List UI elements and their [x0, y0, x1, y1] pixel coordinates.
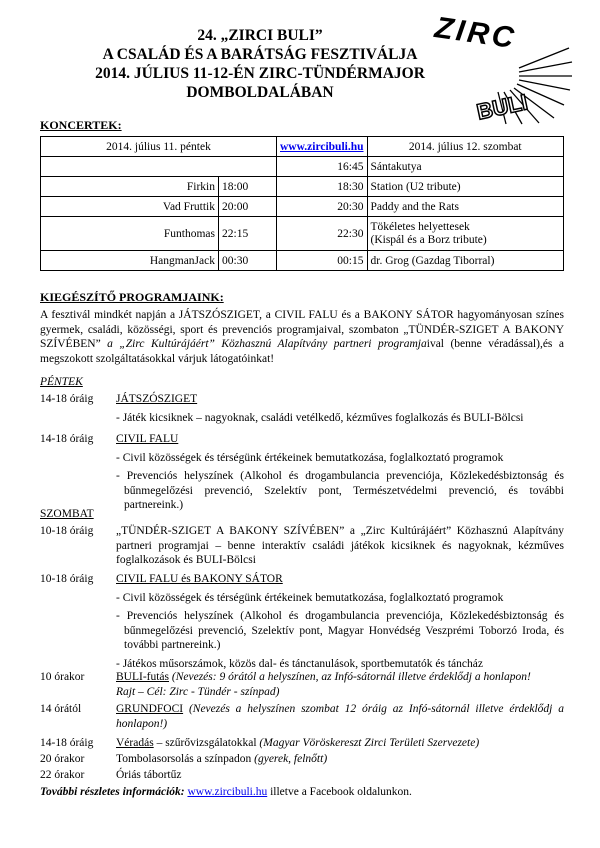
right-name	[367, 217, 564, 251]
program-item: - Prevenciós helyszínek (Alkohol és drogambulancia prevenciója, Közlekedésbiztonság és bűnmegelőzési prevenció, Szelektív pont, Magyar Honvédség Veszprémi Toborzó Iroda, és további partnereink.)	[116, 610, 564, 652]
logo-top-text: ZIRC	[432, 11, 519, 56]
time: 10 órakor	[40, 671, 85, 683]
table-row	[41, 197, 564, 217]
program-item: - Civil közösségek és térségünk értékeinek bemutatkozása, foglalkoztató programok	[116, 591, 504, 604]
saturday-label: SZOMBAT	[40, 508, 94, 520]
program-item: - Prevenciós helyszínek (Alkohol és drogambulancia prevenciója, Közlekedésbiztonság és bűnmegelőzési prevenció, Szelektív pont, Természetvédelmi prevenció, és további partnereink.)	[116, 470, 564, 512]
left-time: 00:30	[219, 251, 277, 271]
intro-text-2: a „Zirc Kultúrájáért” Közhasznú Alapítvány partneri programja	[100, 338, 427, 351]
title-block	[50, 26, 470, 102]
body	[116, 702, 564, 731]
program-text: Tombolasorsolás a színpadon	[116, 753, 255, 765]
body	[116, 736, 564, 751]
table-row	[41, 157, 564, 177]
program-title: Véradás	[116, 737, 154, 749]
table-row	[41, 251, 564, 271]
right-time: 16:45	[277, 157, 368, 177]
saturday-date: 2014. július 12. szombat	[367, 137, 564, 157]
zirc-buli-logo	[424, 10, 574, 125]
body	[116, 392, 564, 425]
footer-text: illetve a Facebook oldalunkon.	[267, 786, 412, 798]
friday-date: 2014. július 11. péntek	[41, 137, 277, 157]
program-title: GRUNDFOCI	[116, 703, 184, 715]
program-title: JÁTSZÓSZIGET	[116, 393, 198, 405]
right-name: Sántakutya	[367, 157, 564, 177]
title-line-2: A CSALÁD ÉS A BARÁTSÁG FESZTIVÁLJA	[102, 46, 418, 63]
program-note: (Magyar Vöröskereszt Zirci Területi Szervezete)	[259, 737, 480, 749]
footer	[40, 786, 564, 798]
program-note: (Nevezés a helyszínen szombat 12 óráig az Infó-sátornál illetve érdeklődj a honlapon!)	[116, 703, 564, 730]
right-name-line-1: Tökéletes helyettesek	[370, 220, 470, 233]
body: „TÜNDÉR-SZIGET A BAKONY SZÍVÉBEN” a „Zirc Kultúrájáért” Közhasznú Alapítvány partneri programjai – benne interaktív családi játékok kicsiknek és nagyoknak, kézműves foglalkozások és BULI-Bölcsi	[116, 525, 564, 567]
intro-text-1: A fesztivál mindkét napján a JÁTSZÓSZIGET, a CIVIL FALU és a BAKONY SÁTOR hagyományosan színes gyermek, családi, közösségi, sport és prevenciós programjaival, szombaton „TÜNDÉR-SZIGET A BAKONY SZÍVÉBEN”	[40, 309, 564, 351]
time: 10-18 óráig	[40, 525, 94, 537]
program-item: - Játék kicsiknek – nagyoknak, családi vetélkedő, kézműves foglalkozás és BULI-Bölcsi	[116, 411, 524, 424]
table-row	[41, 177, 564, 197]
intro-text-3: ival (benne véradással),és a megszokott szolgáltatásokkal várjuk látogatóinkat!	[40, 338, 564, 365]
right-name: Station (U2 tribute)	[367, 177, 564, 197]
title-line-4: DOMBOLDALÁBAN	[186, 84, 334, 101]
time: 14-18 óráig	[40, 737, 94, 749]
concerts-heading: KONCERTEK:	[40, 118, 122, 132]
body: Óriás tábortűz	[116, 769, 182, 781]
program-title: CIVIL FALU és BAKONY SÁTOR	[116, 573, 283, 585]
left-time: 18:00	[219, 177, 277, 197]
left-name: Vad Fruttik	[41, 197, 219, 217]
time: 10-18 óráig	[40, 573, 94, 585]
right-time: 18:30	[277, 177, 368, 197]
program-title: BULI-futás	[116, 671, 170, 683]
website-link[interactable]: www.zircibuli.hu	[280, 140, 364, 153]
left-name: Funthomas	[41, 217, 219, 251]
logo-bottom-text: BULI	[474, 89, 530, 125]
body	[116, 752, 564, 767]
program-item: - Civil közösségek és térségünk értékeinek bemutatkozása, foglalkoztató programok	[116, 451, 504, 464]
left-time: 20:00	[219, 197, 277, 217]
footer-website-link[interactable]: www.zircibuli.hu	[187, 786, 268, 798]
time: 14-18 óráig	[40, 433, 94, 445]
left-name: Firkin	[41, 177, 219, 197]
title-line-1: 24. „ZIRCI BULI”	[197, 27, 323, 44]
left-time: 22:15	[219, 217, 277, 251]
footer-label: További részletes információk:	[40, 786, 185, 798]
website-cell	[277, 137, 368, 157]
program-text: – szűrővizsgálatokkal	[153, 737, 260, 749]
program-item: - Játékos műsorszámok, közös dal- és tánctanulások, sportbemutatók és táncház	[116, 657, 483, 670]
body	[116, 572, 564, 672]
right-name: Paddy and the Rats	[367, 197, 564, 217]
time: 14-18 óráig	[40, 393, 94, 405]
program-title: CIVIL FALU	[116, 433, 179, 445]
right-time: 20:30	[277, 197, 368, 217]
intro-paragraph	[40, 308, 564, 366]
body	[116, 432, 564, 513]
right-name-line-2: (Kispál és a Borz tribute)	[370, 233, 487, 246]
title-line-3: 2014. JÚLIUS 11-12-ÉN ZIRC-TÜNDÉRMAJOR	[95, 65, 425, 82]
right-time: 00:15	[277, 251, 368, 271]
time: 22 órakor	[40, 769, 85, 781]
table-row	[41, 217, 564, 251]
time: 14 órától	[40, 703, 82, 715]
body	[116, 670, 564, 699]
concerts-table	[40, 136, 564, 271]
right-time: 22:30	[277, 217, 368, 251]
left-name	[41, 157, 277, 177]
program-note: (gyerek, felnőtt)	[254, 753, 328, 765]
program-note: (Nevezés: 9 órától a helyszínen, az Infó-sátornál illetve érdeklődj a honlapon!	[169, 671, 531, 683]
time: 20 órakor	[40, 753, 85, 765]
program-note-2: Rajt – Cél: Zirc - Tündér - színpad)	[116, 685, 280, 698]
concerts-header-row	[41, 137, 564, 157]
left-name: HangmanJack	[41, 251, 219, 271]
friday-label: PÉNTEK	[40, 376, 83, 388]
programs-heading: KIEGÉSZÍTŐ PROGRAMJAINK:	[40, 290, 224, 304]
right-name: dr. Grog (Gazdag Tiborral)	[367, 251, 564, 271]
